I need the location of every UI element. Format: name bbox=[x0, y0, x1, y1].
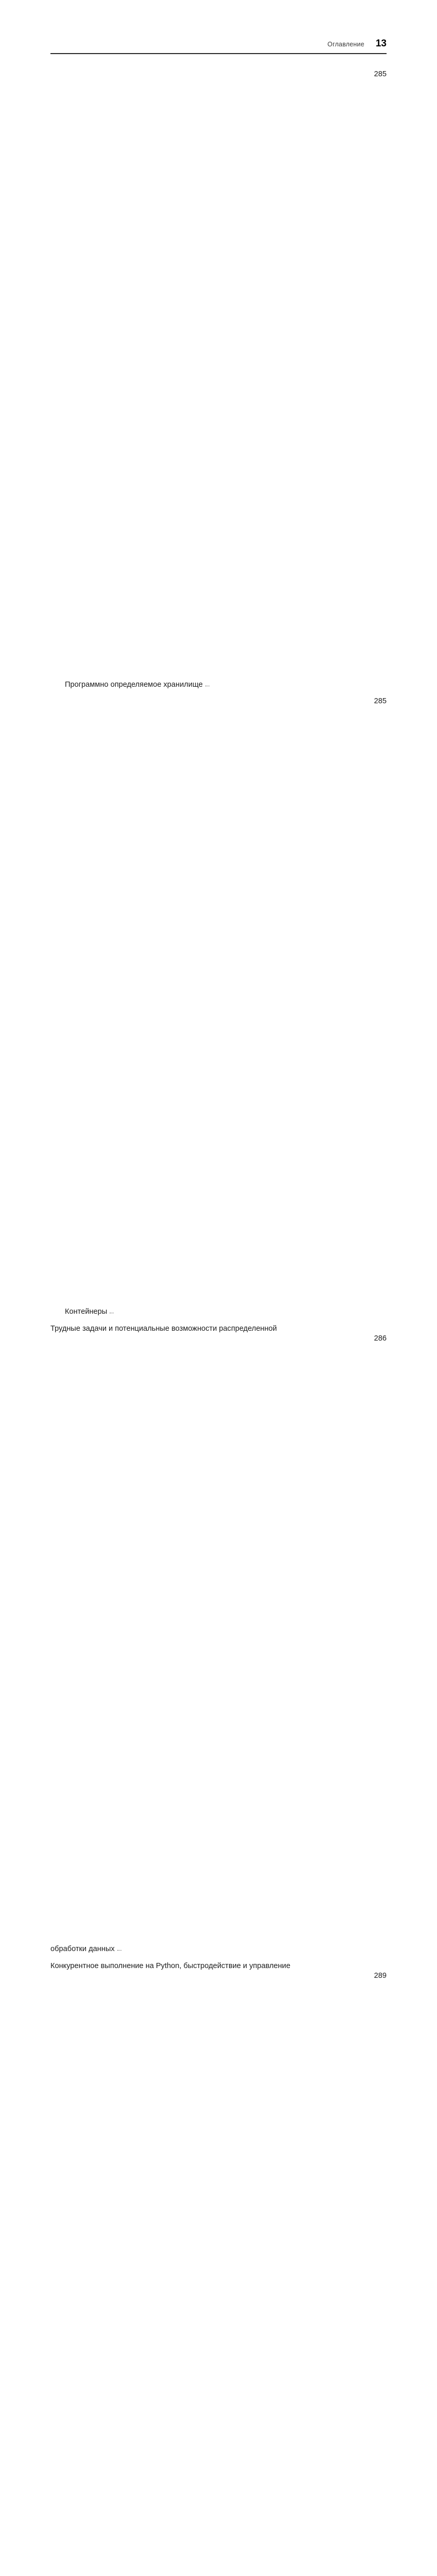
toc-entry-text-line: Трудные задачи и потенциальные возможности распределенной bbox=[50, 1325, 277, 1333]
toc-entry-title: Контейнеры bbox=[65, 1308, 108, 1316]
header-page-number: 13 bbox=[375, 38, 387, 49]
table-of-contents bbox=[50, 71, 387, 2576]
header-divider bbox=[50, 53, 387, 54]
toc-entry[interactable] bbox=[65, 698, 387, 1316]
toc-entry[interactable] bbox=[65, 71, 387, 689]
toc-leader-dots bbox=[117, 1950, 121, 1951]
toc-entry-row bbox=[65, 71, 387, 689]
toc-entry-page-number: 285 bbox=[374, 70, 387, 78]
toc-entry-row bbox=[50, 1972, 387, 2576]
header-title: Оглавление bbox=[327, 41, 364, 48]
toc-entry-page-number: 286 bbox=[374, 1334, 387, 1343]
toc-entry-row bbox=[65, 698, 387, 1316]
toc-entry[interactable] bbox=[50, 1325, 387, 1953]
toc-entry-page-number: 285 bbox=[374, 697, 387, 705]
toc-entry-text-line: Конкурентное выполнение на Python, быстродействие и управление bbox=[50, 1962, 291, 1970]
toc-entry-page-number: 289 bbox=[374, 1972, 387, 1980]
toc-entry-title: обработки данных bbox=[50, 1945, 115, 1954]
toc-entry-title: Программно определяемое хранилище bbox=[65, 681, 203, 689]
page-header bbox=[50, 38, 387, 49]
toc-entry[interactable] bbox=[50, 1962, 387, 2576]
toc-entry-row bbox=[50, 1335, 387, 1953]
